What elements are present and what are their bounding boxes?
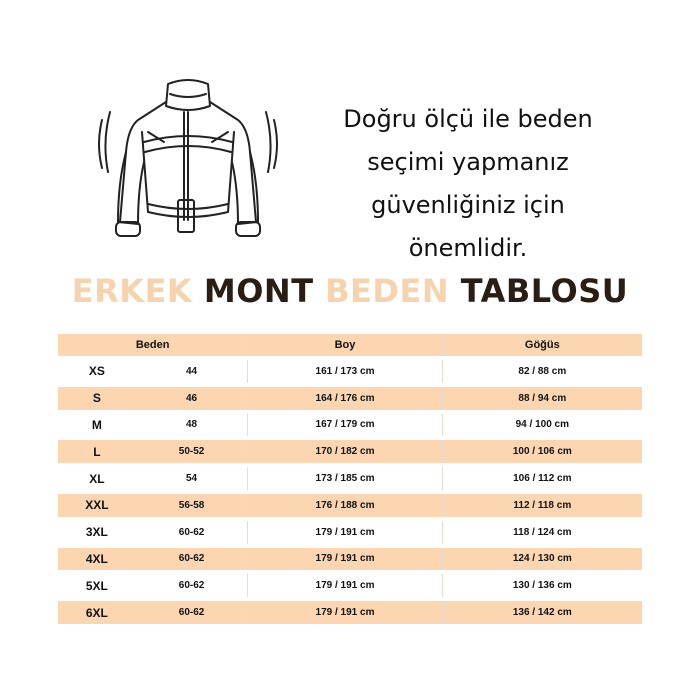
boy-cell: 173 / 185 cm [247, 467, 441, 490]
jacket-icon [98, 72, 278, 262]
table-row [58, 414, 642, 437]
gogus-cell: 106 / 112 cm [442, 467, 642, 490]
size-cell: 3XL [58, 521, 136, 544]
gogus-cell: 94 / 100 cm [442, 414, 642, 437]
tagline-line: seçimi yapmanız [367, 148, 569, 176]
column-header-gogus: Göğüs [442, 334, 642, 356]
column-header-beden: Beden [58, 334, 247, 356]
column-header-boy: Boy [247, 334, 441, 356]
size-cell: M [58, 414, 136, 437]
table-row [58, 548, 642, 571]
tagline-line: güvenliğiniz için [371, 191, 565, 219]
gogus-cell: 88 / 94 cm [442, 387, 642, 410]
boy-cell: 176 / 188 cm [247, 494, 441, 517]
table-row [58, 601, 642, 624]
size-cell: XL [58, 467, 136, 490]
number-cell: 46 [136, 387, 248, 410]
size-cell: XXL [58, 494, 136, 517]
boy-cell: 170 / 182 cm [247, 440, 441, 463]
number-cell: 56-58 [136, 494, 248, 517]
size-cell: 4XL [58, 548, 136, 571]
gogus-cell: 124 / 130 cm [442, 548, 642, 571]
number-cell: 60-62 [136, 521, 248, 544]
boy-cell: 161 / 173 cm [247, 360, 441, 383]
boy-cell: 167 / 179 cm [247, 414, 441, 437]
number-cell: 44 [136, 360, 248, 383]
page-title [0, 272, 700, 310]
number-cell: 48 [136, 414, 248, 437]
table-row [58, 440, 642, 463]
title-word-tablosu: TABLOSU [460, 272, 629, 310]
table-row [58, 494, 642, 517]
title-word-beden: BEDEN [325, 272, 450, 310]
size-cell: 6XL [58, 601, 136, 624]
table-body [58, 360, 642, 624]
size-table [58, 330, 642, 628]
table-row [58, 574, 642, 597]
title-word-erkek: ERKEK [71, 272, 193, 310]
gogus-cell: 100 / 106 cm [442, 440, 642, 463]
tagline-line: önemlidir. [408, 234, 528, 262]
number-cell: 50-52 [136, 440, 248, 463]
size-cell: 5XL [58, 574, 136, 597]
gogus-cell: 136 / 142 cm [442, 601, 642, 624]
gogus-cell: 82 / 88 cm [442, 360, 642, 383]
gogus-cell: 130 / 136 cm [442, 574, 642, 597]
tagline [318, 98, 618, 270]
size-cell: S [58, 387, 136, 410]
table-row [58, 521, 642, 544]
gogus-cell: 112 / 118 cm [442, 494, 642, 517]
size-cell: XS [58, 360, 136, 383]
boy-cell: 179 / 191 cm [247, 521, 441, 544]
table-row [58, 387, 642, 410]
table-row [58, 467, 642, 490]
boy-cell: 179 / 191 cm [247, 574, 441, 597]
boy-cell: 164 / 176 cm [247, 387, 441, 410]
number-cell: 60-62 [136, 548, 248, 571]
number-cell: 54 [136, 467, 248, 490]
title-word-mont: MONT [203, 272, 314, 310]
table-header-row [58, 334, 642, 356]
table-row [58, 360, 642, 383]
number-cell: 60-62 [136, 601, 248, 624]
tagline-line: Doğru ölçü ile beden [343, 105, 593, 133]
boy-cell: 179 / 191 cm [247, 548, 441, 571]
gogus-cell: 118 / 124 cm [442, 521, 642, 544]
boy-cell: 179 / 191 cm [247, 601, 441, 624]
number-cell: 60-62 [136, 574, 248, 597]
size-cell: L [58, 440, 136, 463]
